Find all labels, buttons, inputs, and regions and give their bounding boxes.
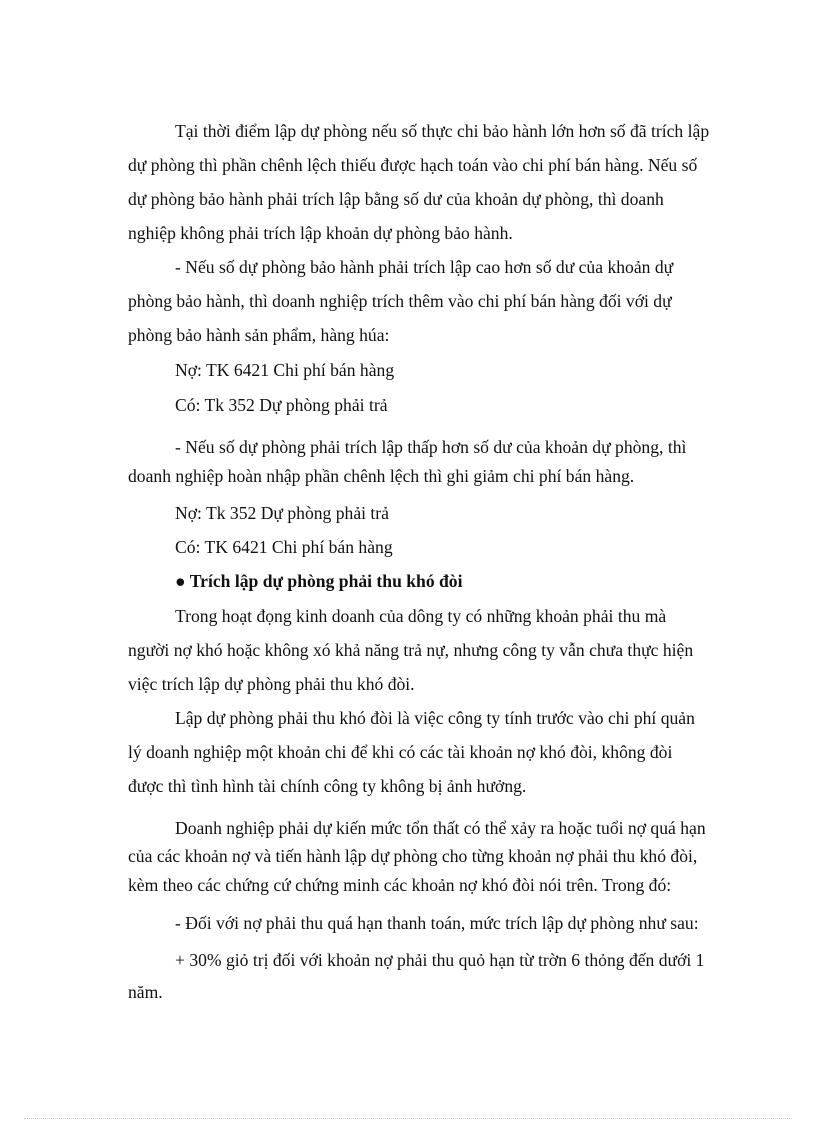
paragraph-line: + 30% giỏ trị đối với khoản nợ phải thu quỏ hạn từ trờn 6 thỏng đến dưới 1 xyxy=(175,950,705,970)
paragraph-line: việc trích lập dự phòng phải thu khó đòi. xyxy=(128,674,415,694)
paragraph-line: doanh nghiệp hoàn nhập phần chênh lệch thì ghi giảm chi phí bán hàng. xyxy=(128,466,635,486)
paragraph-line: - Nếu số dự phòng bảo hành phải trích lập cao hơn số dư của khoản dự xyxy=(175,257,674,277)
paragraph-line: Tại thời điểm lập dự phòng nếu số thực chi bảo hành lớn hơn số đã trích lập xyxy=(175,121,710,141)
credit-entry: Có: Tk 352 Dự phòng phải trả xyxy=(175,395,388,415)
paragraph-line: phòng bảo hành, thì doanh nghiệp trích thêm vào chi phí bán hàng đối với dự xyxy=(128,291,672,311)
paragraph-line: nghiệp không phải trích lập khoản dự phòng bảo hành. xyxy=(128,223,513,243)
paragraph-line: người nợ khó hoặc không xó khả năng trả nự, nhưng công ty vẫn chưa thực hiện xyxy=(128,640,694,660)
page-bottom-divider xyxy=(24,1118,792,1119)
paragraph-line: Doanh nghiệp phải dự kiến mức tổn thất có thể xảy ra hoặc tuổi nợ quá hạn xyxy=(175,818,706,838)
paragraph-line: được thì tình hình tài chính công ty không bị ảnh hưởng. xyxy=(128,776,527,796)
paragraph-line: Trong hoạt đọng kinh doanh của dông ty có những khoản phải thu mà xyxy=(175,606,667,626)
section-heading: ● Trích lập dự phòng phải thu khó đòi xyxy=(175,571,463,591)
debit-entry: Nợ: Tk 352 Dự phòng phải trả xyxy=(175,503,389,523)
credit-entry: Có: TK 6421 Chi phí bán hàng xyxy=(175,537,393,557)
paragraph-line: năm. xyxy=(128,982,163,1002)
paragraph-line: dự phòng thì phần chênh lệch thiếu được hạch toán vào chi phí bán hàng. Nếu số xyxy=(128,155,698,175)
paragraph-line: của các khoản nợ và tiến hành lập dự phòng cho từng khoản nợ phải thu khó đòi, xyxy=(128,846,698,866)
paragraph-line: Lập dự phòng phải thu khó đòi là việc công ty tính trước vào chi phí quản xyxy=(175,708,695,728)
debit-entry: Nợ: TK 6421 Chi phí bán hàng xyxy=(175,360,395,380)
paragraph-line: - Đối với nợ phải thu quá hạn thanh toán, mức trích lập dự phòng như sau: xyxy=(175,913,699,933)
paragraph-line: phòng bảo hành sản phẩm, hàng húa: xyxy=(128,325,390,345)
paragraph-line: dự phòng bảo hành phải trích lập bằng số dư của khoản dự phòng, thì doanh xyxy=(128,189,664,209)
paragraph-line: kèm theo các chứng cứ chứng minh các khoản nợ khó đòi nói trên. Trong đó: xyxy=(128,875,672,895)
paragraph-line: - Nếu số dự phòng phải trích lập thấp hơn số dư của khoản dự phòng, thì xyxy=(175,437,687,457)
paragraph-line: lý doanh nghiệp một khoản chi để khi có các tài khoản nợ khó đòi, không đòi xyxy=(128,742,673,762)
